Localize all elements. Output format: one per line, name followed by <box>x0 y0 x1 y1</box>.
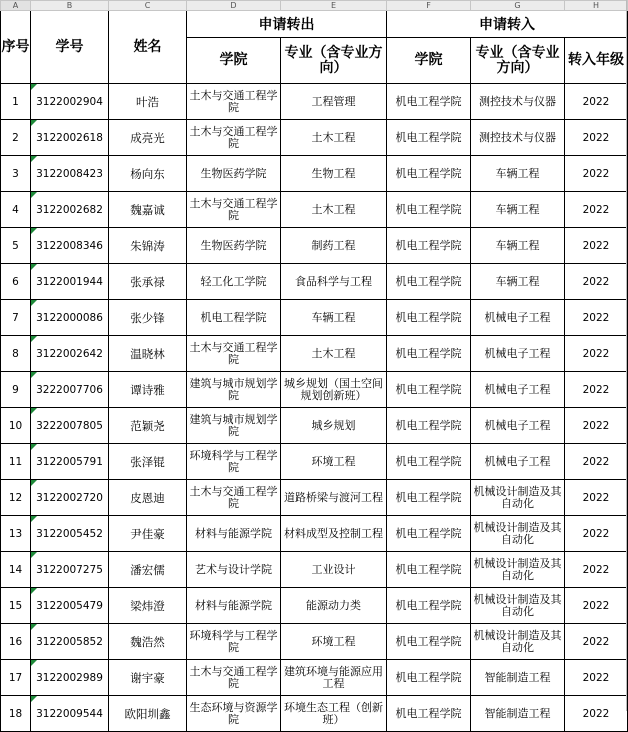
cell-grade[interactable]: 2022 <box>565 264 628 300</box>
cell-grade[interactable]: 2022 <box>565 84 628 120</box>
text-number-indicator-icon <box>31 480 37 486</box>
cell-seq[interactable]: 17 <box>1 660 31 696</box>
cell-in-major[interactable]: 智能制造工程 <box>471 696 565 732</box>
cell-out-college[interactable]: 轻工化工学院 <box>187 264 281 300</box>
header-out-college[interactable]: 学院 <box>187 38 281 84</box>
text-number-indicator-icon <box>31 264 37 270</box>
header-out-major[interactable]: 专业（含专业方向） <box>281 38 387 84</box>
cell-out-major[interactable]: 生物工程 <box>281 156 387 192</box>
cell-student-id[interactable] <box>31 84 109 120</box>
text-number-indicator-icon <box>31 372 37 378</box>
table-row <box>1 588 628 624</box>
column-header-h[interactable]: H <box>565 1 628 11</box>
text-number-indicator-icon <box>31 408 37 414</box>
cell-student-id[interactable] <box>31 516 109 552</box>
cell-name[interactable]: 皮恩迪 <box>109 480 187 516</box>
cell-out-major[interactable]: 环境生态工程（创新班） <box>281 696 387 732</box>
student-id-text: 3122005479 <box>36 599 103 612</box>
cell-in-college[interactable]: 机电工程学院 <box>387 120 471 156</box>
cell-student-id[interactable] <box>31 192 109 228</box>
text-number-indicator-icon <box>31 156 37 162</box>
column-header-g[interactable]: G <box>471 1 565 11</box>
cell-out-college[interactable]: 土木与交通工程学院 <box>187 84 281 120</box>
cell-in-major[interactable]: 测控技术与仪器 <box>471 84 565 120</box>
cell-grade[interactable]: 2022 <box>565 192 628 228</box>
cell-in-major[interactable]: 机械设计制造及其自动化 <box>471 588 565 624</box>
cell-in-college[interactable]: 机电工程学院 <box>387 336 471 372</box>
column-header-a[interactable]: A <box>1 1 31 11</box>
cell-grade[interactable]: 2022 <box>565 336 628 372</box>
cell-student-id[interactable] <box>31 156 109 192</box>
cell-name[interactable]: 范颖尧 <box>109 408 187 444</box>
cell-in-major[interactable]: 机械设计制造及其自动化 <box>471 624 565 660</box>
cell-out-college[interactable]: 土木与交通工程学院 <box>187 192 281 228</box>
cell-out-college[interactable]: 材料与能源学院 <box>187 516 281 552</box>
text-number-indicator-icon <box>31 120 37 126</box>
cell-name[interactable]: 潘宏儒 <box>109 552 187 588</box>
cell-seq[interactable]: 18 <box>1 696 31 732</box>
cell-out-major[interactable]: 环境工程 <box>281 624 387 660</box>
cell-student-id[interactable] <box>31 696 109 732</box>
student-id-text: 3122002642 <box>36 347 103 360</box>
cell-name[interactable]: 欧阳圳鑫 <box>109 696 187 732</box>
cell-out-college[interactable]: 环境科学与工程学院 <box>187 624 281 660</box>
header-transfer-in[interactable]: 申请转入 <box>387 11 628 38</box>
cell-out-major[interactable]: 土木工程 <box>281 192 387 228</box>
cell-out-college[interactable]: 生物医药学院 <box>187 156 281 192</box>
cell-grade[interactable]: 2022 <box>565 156 628 192</box>
cell-grade[interactable]: 2022 <box>565 552 628 588</box>
text-number-indicator-icon <box>31 588 37 594</box>
cell-out-major[interactable]: 材料成型及控制工程 <box>281 516 387 552</box>
cell-name[interactable]: 张少锋 <box>109 300 187 336</box>
cell-in-college[interactable]: 机电工程学院 <box>387 192 471 228</box>
table-row <box>1 624 628 660</box>
table-row <box>1 552 628 588</box>
cell-student-id[interactable] <box>31 588 109 624</box>
cell-out-college[interactable]: 环境科学与工程学院 <box>187 444 281 480</box>
cell-out-major[interactable]: 能源动力类 <box>281 588 387 624</box>
column-header-d[interactable]: D <box>187 1 281 11</box>
student-id-text: 3122005852 <box>36 635 103 648</box>
cell-in-college[interactable]: 机电工程学院 <box>387 660 471 696</box>
cell-in-major[interactable]: 机械电子工程 <box>471 300 565 336</box>
table-row <box>1 84 628 120</box>
cell-out-major[interactable]: 道路桥梁与渡河工程 <box>281 480 387 516</box>
cell-grade[interactable]: 2022 <box>565 228 628 264</box>
cell-seq[interactable]: 9 <box>1 372 31 408</box>
table-row <box>1 408 628 444</box>
header-name[interactable]: 姓名 <box>109 11 187 84</box>
cell-seq[interactable]: 3 <box>1 156 31 192</box>
cell-name[interactable]: 谢宇豪 <box>109 660 187 696</box>
student-id-text: 3122002720 <box>36 491 103 504</box>
cell-student-id[interactable] <box>31 660 109 696</box>
table-row <box>1 336 628 372</box>
cell-grade[interactable]: 2022 <box>565 300 628 336</box>
cell-grade[interactable]: 2022 <box>565 660 628 696</box>
cell-in-major[interactable]: 智能制造工程 <box>471 660 565 696</box>
text-number-indicator-icon <box>31 624 37 630</box>
cell-name[interactable]: 成亮光 <box>109 120 187 156</box>
text-number-indicator-icon <box>31 444 37 450</box>
student-id-text: 3122009544 <box>36 707 103 720</box>
cell-name[interactable]: 梁炜澄 <box>109 588 187 624</box>
cell-in-college[interactable]: 机电工程学院 <box>387 696 471 732</box>
table-row <box>1 516 628 552</box>
cell-in-major[interactable]: 机械电子工程 <box>471 336 565 372</box>
cell-in-college[interactable]: 机电工程学院 <box>387 156 471 192</box>
header-grade[interactable]: 转入年级 <box>565 38 628 84</box>
cell-name[interactable]: 张承禄 <box>109 264 187 300</box>
cell-in-major[interactable]: 机械设计制造及其自动化 <box>471 552 565 588</box>
header-in-major[interactable]: 专业（含专业方向） <box>471 38 565 84</box>
cell-student-id[interactable] <box>31 444 109 480</box>
cell-student-id[interactable] <box>31 264 109 300</box>
cell-seq[interactable]: 10 <box>1 408 31 444</box>
student-id-text: 3122002904 <box>36 95 103 108</box>
cell-in-major[interactable]: 机械电子工程 <box>471 444 565 480</box>
student-id-text: 3122008346 <box>36 239 103 252</box>
student-id-text: 3122000086 <box>36 311 103 324</box>
cell-out-major[interactable]: 制药工程 <box>281 228 387 264</box>
cell-seq[interactable]: 1 <box>1 84 31 120</box>
student-id-text: 3222007706 <box>36 383 103 396</box>
cell-name[interactable]: 魏浩然 <box>109 624 187 660</box>
table-row <box>1 480 628 516</box>
cell-in-major[interactable]: 机械电子工程 <box>471 372 565 408</box>
cell-grade[interactable]: 2022 <box>565 372 628 408</box>
cell-name[interactable]: 魏嘉诚 <box>109 192 187 228</box>
cell-grade[interactable]: 2022 <box>565 120 628 156</box>
cell-name[interactable]: 张泽锟 <box>109 444 187 480</box>
header-in-college[interactable]: 学院 <box>387 38 471 84</box>
table-row <box>1 264 628 300</box>
cell-in-college[interactable]: 机电工程学院 <box>387 516 471 552</box>
cell-in-college[interactable]: 机电工程学院 <box>387 228 471 264</box>
cell-student-id[interactable] <box>31 300 109 336</box>
column-header-row <box>1 1 628 11</box>
cell-seq[interactable]: 7 <box>1 300 31 336</box>
cell-out-major[interactable]: 车辆工程 <box>281 300 387 336</box>
cell-seq[interactable]: 15 <box>1 588 31 624</box>
table-row <box>1 300 628 336</box>
cell-name[interactable]: 尹佳豪 <box>109 516 187 552</box>
student-id-text: 3122002682 <box>36 203 103 216</box>
table-row <box>1 372 628 408</box>
cell-name[interactable]: 杨向东 <box>109 156 187 192</box>
cell-name[interactable]: 叶浩 <box>109 84 187 120</box>
cell-name[interactable]: 朱锦涛 <box>109 228 187 264</box>
cell-seq[interactable]: 5 <box>1 228 31 264</box>
cell-out-college[interactable]: 生态环境与资源学院 <box>187 696 281 732</box>
student-id-text: 3122002618 <box>36 131 103 144</box>
cell-in-college[interactable]: 机电工程学院 <box>387 552 471 588</box>
cell-seq[interactable]: 12 <box>1 480 31 516</box>
text-number-indicator-icon <box>31 84 37 90</box>
cell-student-id[interactable] <box>31 624 109 660</box>
cell-in-college[interactable]: 机电工程学院 <box>387 84 471 120</box>
cell-in-major[interactable]: 车辆工程 <box>471 156 565 192</box>
student-id-text: 3222007805 <box>36 419 103 432</box>
cell-out-college[interactable]: 建筑与城市规划学院 <box>187 408 281 444</box>
cell-in-major[interactable]: 车辆工程 <box>471 228 565 264</box>
cell-name[interactable]: 温晓林 <box>109 336 187 372</box>
cell-student-id[interactable] <box>31 480 109 516</box>
text-number-indicator-icon <box>31 336 37 342</box>
cell-grade[interactable]: 2022 <box>565 480 628 516</box>
text-number-indicator-icon <box>31 192 37 198</box>
text-number-indicator-icon <box>31 696 37 702</box>
cell-out-college[interactable]: 土木与交通工程学院 <box>187 480 281 516</box>
column-header-c[interactable]: C <box>109 1 187 11</box>
table-row <box>1 660 628 696</box>
cell-in-college[interactable]: 机电工程学院 <box>387 264 471 300</box>
cell-out-college[interactable]: 生物医药学院 <box>187 228 281 264</box>
cell-seq[interactable]: 2 <box>1 120 31 156</box>
cell-in-college[interactable]: 机电工程学院 <box>387 300 471 336</box>
table-row <box>1 228 628 264</box>
cell-out-college[interactable]: 土木与交通工程学院 <box>187 120 281 156</box>
cell-in-college[interactable]: 机电工程学院 <box>387 444 471 480</box>
cell-out-college[interactable]: 土木与交通工程学院 <box>187 336 281 372</box>
cell-out-college[interactable]: 土木与交通工程学院 <box>187 660 281 696</box>
cell-student-id[interactable] <box>31 552 109 588</box>
cell-out-major[interactable]: 建筑环境与能源应用工程 <box>281 660 387 696</box>
cell-student-id[interactable] <box>31 120 109 156</box>
table-row <box>1 192 628 228</box>
cell-seq[interactable]: 11 <box>1 444 31 480</box>
table-row <box>1 156 628 192</box>
cell-seq[interactable]: 6 <box>1 264 31 300</box>
cell-name[interactable]: 谭诗雅 <box>109 372 187 408</box>
text-number-indicator-icon <box>31 228 37 234</box>
cell-out-college[interactable]: 机电工程学院 <box>187 300 281 336</box>
student-id-text: 3122001944 <box>36 275 103 288</box>
cell-out-major[interactable]: 食品科学与工程 <box>281 264 387 300</box>
cell-in-major[interactable]: 机械电子工程 <box>471 408 565 444</box>
header-student-id[interactable]: 学号 <box>31 11 109 84</box>
cell-out-major[interactable]: 城乡规划（国土空间规划创新班） <box>281 372 387 408</box>
cell-grade[interactable]: 2022 <box>565 408 628 444</box>
cell-grade[interactable]: 2022 <box>565 588 628 624</box>
sheet-edge <box>626 0 627 711</box>
cell-grade[interactable]: 2022 <box>565 516 628 552</box>
cell-in-college[interactable]: 机电工程学院 <box>387 372 471 408</box>
table-row <box>1 120 628 156</box>
cell-student-id[interactable] <box>31 336 109 372</box>
text-number-indicator-icon <box>31 516 37 522</box>
header-row-1 <box>1 11 628 38</box>
column-header-b[interactable]: B <box>31 1 109 11</box>
cell-seq[interactable]: 14 <box>1 552 31 588</box>
cell-student-id[interactable] <box>31 372 109 408</box>
cell-in-major[interactable]: 机械设计制造及其自动化 <box>471 480 565 516</box>
cell-student-id[interactable] <box>31 228 109 264</box>
cell-seq[interactable]: 13 <box>1 516 31 552</box>
student-id-text: 3122005791 <box>36 455 103 468</box>
cell-out-college[interactable]: 艺术与设计学院 <box>187 552 281 588</box>
cell-in-college[interactable]: 机电工程学院 <box>387 588 471 624</box>
cell-grade[interactable]: 2022 <box>565 624 628 660</box>
cell-in-college[interactable]: 机电工程学院 <box>387 480 471 516</box>
cell-out-college[interactable]: 建筑与城市规划学院 <box>187 372 281 408</box>
cell-out-major[interactable]: 工程管理 <box>281 84 387 120</box>
student-id-text: 3122008423 <box>36 167 103 180</box>
cell-out-major[interactable]: 工业设计 <box>281 552 387 588</box>
cell-seq[interactable]: 16 <box>1 624 31 660</box>
cell-out-college[interactable]: 材料与能源学院 <box>187 588 281 624</box>
student-id-text: 3122007275 <box>36 563 103 576</box>
header-seq[interactable]: 序号 <box>1 11 31 84</box>
cell-in-major[interactable]: 机械设计制造及其自动化 <box>471 516 565 552</box>
cell-student-id[interactable] <box>31 408 109 444</box>
student-id-text: 3122002989 <box>36 671 103 684</box>
cell-out-major[interactable]: 土木工程 <box>281 336 387 372</box>
table-row <box>1 444 628 480</box>
student-id-text: 3122005452 <box>36 527 103 540</box>
cell-in-college[interactable]: 机电工程学院 <box>387 408 471 444</box>
header-transfer-out[interactable]: 申请转出 <box>187 11 387 38</box>
cell-in-college[interactable]: 机电工程学院 <box>387 624 471 660</box>
text-number-indicator-icon <box>31 300 37 306</box>
text-number-indicator-icon <box>31 552 37 558</box>
table-row <box>1 696 628 732</box>
text-number-indicator-icon <box>31 660 37 666</box>
cell-seq[interactable]: 4 <box>1 192 31 228</box>
cell-seq[interactable]: 8 <box>1 336 31 372</box>
column-header-f[interactable]: F <box>387 1 471 11</box>
cell-out-major[interactable]: 环境工程 <box>281 444 387 480</box>
cell-in-major[interactable]: 车辆工程 <box>471 192 565 228</box>
cell-out-major[interactable]: 城乡规划 <box>281 408 387 444</box>
cell-in-major[interactable]: 测控技术与仪器 <box>471 120 565 156</box>
cell-grade[interactable]: 2022 <box>565 696 628 732</box>
cell-in-major[interactable]: 车辆工程 <box>471 264 565 300</box>
cell-out-major[interactable]: 土木工程 <box>281 120 387 156</box>
cell-grade[interactable]: 2022 <box>565 444 628 480</box>
column-header-e[interactable]: E <box>281 1 387 11</box>
